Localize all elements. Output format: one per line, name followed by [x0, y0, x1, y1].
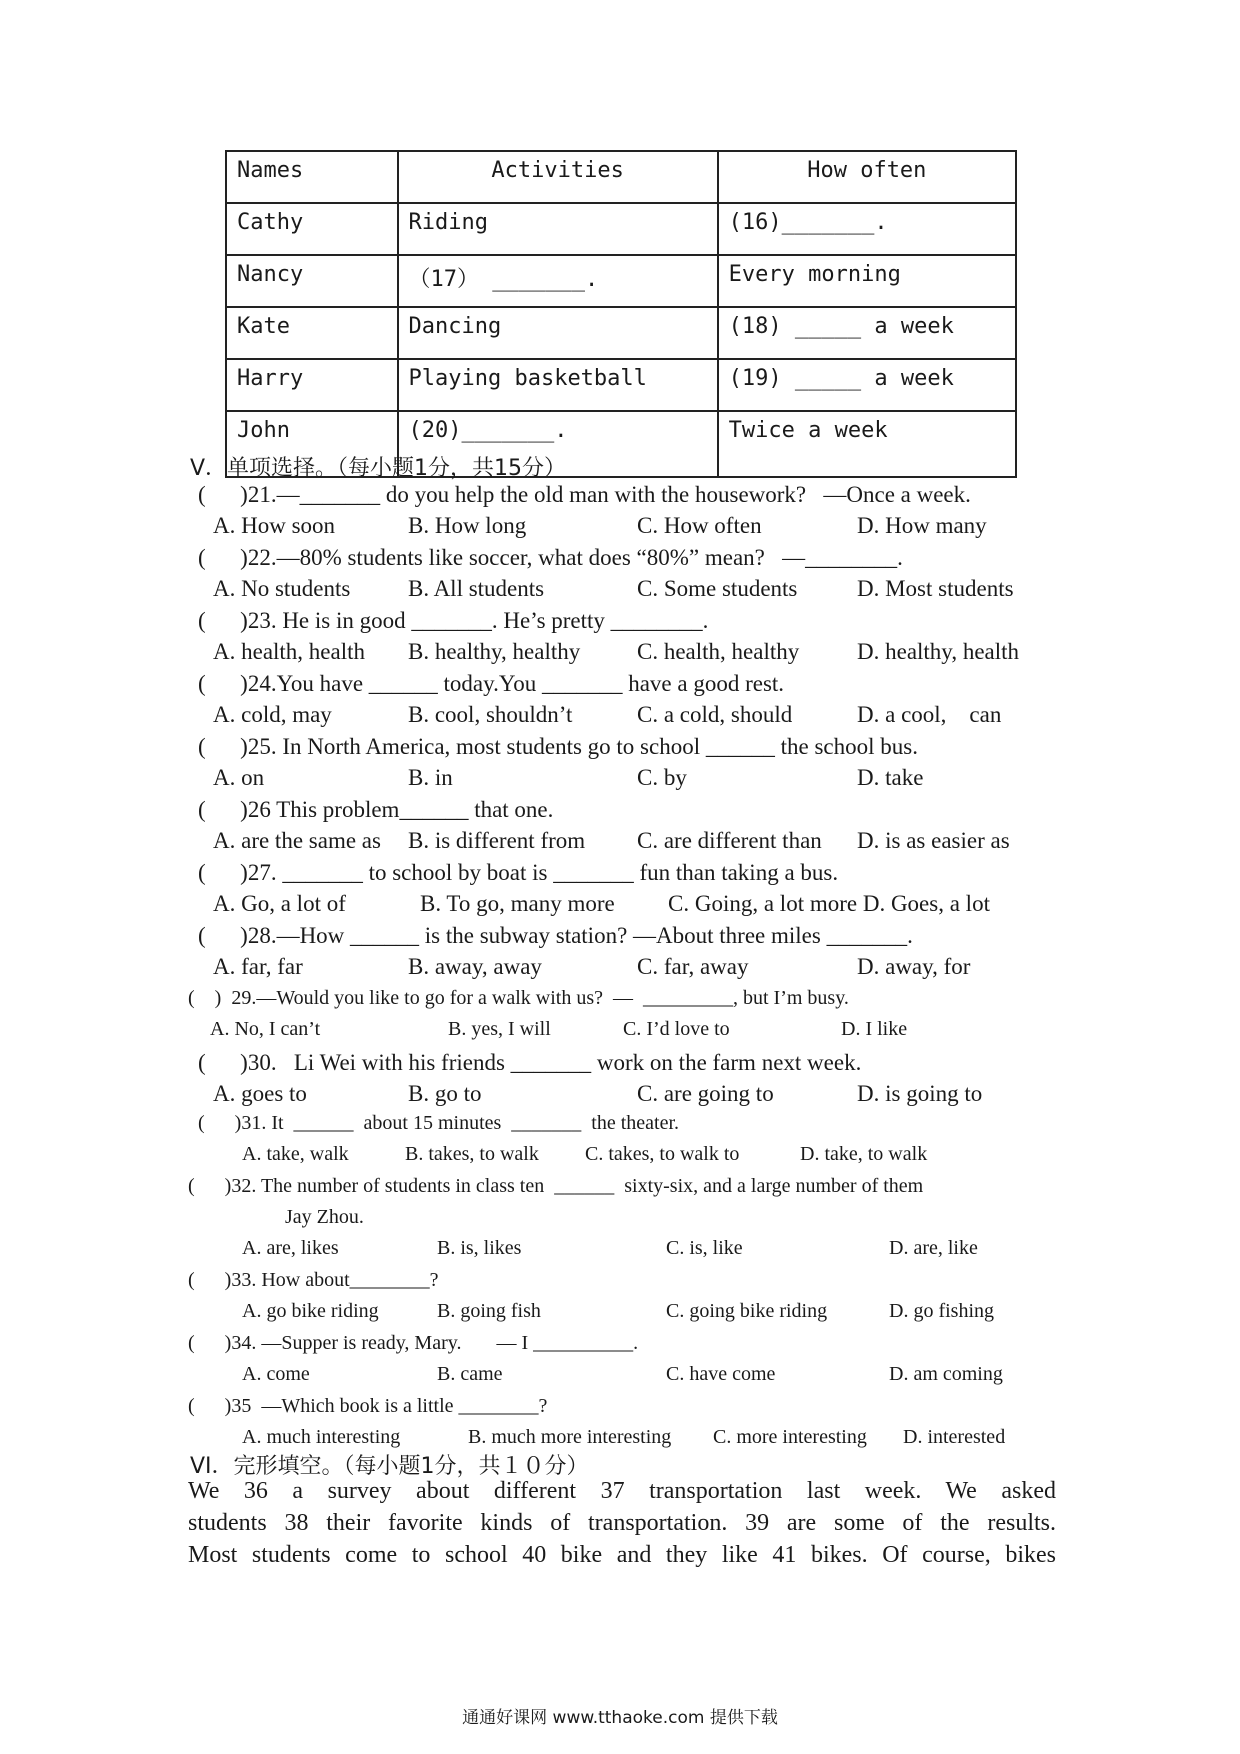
answer-option: B. going fish [437, 1300, 541, 1322]
answer-option: C. a cold, should [637, 702, 793, 727]
table-header: Activities [398, 151, 718, 203]
question-stem-continued: Jay Zhou. [285, 1206, 364, 1228]
answer-option: D. Most students [857, 576, 1014, 601]
question-stem: ( ) 29.—Would you like to go for a walk with us? — _________, but I’m busy. [188, 987, 849, 1009]
answer-option: C. Going, a lot more D. Goes, a lot [668, 891, 990, 916]
answer-option: A. How soon [213, 513, 336, 538]
answer-option: C. by [637, 765, 687, 790]
answer-option: A. are, likes [242, 1237, 339, 1259]
activity-table [225, 150, 1017, 478]
answer-option: C. health, healthy [637, 639, 800, 664]
question-stem: ( )25. In North America, most students go to school ______ the school bus. [198, 734, 918, 759]
table-cell: Playing basketball [398, 359, 718, 411]
answer-option: A. cold, may [213, 702, 332, 727]
question-stem: ( )24.You have ______ today.You _______ have a good rest. [198, 671, 785, 696]
answer-option: A. on [213, 765, 265, 790]
answer-option: A. are the same as [213, 828, 381, 853]
answer-option: A. far, far [213, 954, 303, 979]
question-stem: ( )32. The number of students in class ten ______ sixty-six, and a large number of them [188, 1175, 924, 1197]
table-cell: (20)_______. [398, 411, 718, 477]
footer-source: 通通好课网 www.tthaoke.com 提供下载 [462, 1708, 778, 1728]
table-cell: (16)_______. [718, 203, 1016, 255]
question-stem: ( )28.—How ______ is the subway station? —About three miles _______. [198, 923, 913, 948]
answer-option: B. much more interesting [468, 1426, 672, 1448]
answer-option: C. I’d love to [623, 1018, 730, 1040]
question-stem: ( )34. —Supper is ready, Mary. — I __________. [188, 1332, 639, 1354]
table-cell: Every morning [718, 255, 1016, 307]
question-stem: ( )23. He is in good _______. He’s pretty ________. [198, 608, 709, 633]
answer-option: A. No students [213, 576, 351, 601]
answer-option: D. a cool, can [857, 702, 1002, 727]
answer-option: A. goes to [213, 1081, 307, 1106]
section-vi-title: VI．完形填空。（每小题1分，共１０分） [190, 1454, 589, 1479]
table-cell: Twice a week [718, 411, 1016, 477]
answer-option: C. have come [666, 1363, 776, 1385]
table-cell: （17） _______. [398, 255, 718, 307]
answer-option: C. takes, to walk to [585, 1143, 740, 1165]
question-stem: ( )26 This problem______ that one. [198, 797, 554, 822]
answer-option: A. take, walk [242, 1143, 349, 1165]
answer-option: C. more interesting [713, 1426, 867, 1448]
answer-option: D. is going to [857, 1081, 983, 1106]
table-cell: Cathy [226, 203, 398, 255]
table-row [226, 203, 1016, 255]
answer-option: B. cool, shouldn’t [408, 702, 573, 727]
answer-option: C. far, away [637, 954, 749, 979]
question-stem: ( )27. _______ to school by boat is _______ fun than taking a bus. [198, 860, 839, 885]
answer-option: B. is different from [408, 828, 586, 853]
table-cell: Dancing [398, 307, 718, 359]
cloze-line: Most students come to school 40 bike and they like 41 bikes. Of course, bikes [188, 1542, 1056, 1568]
answer-option: B. in [408, 765, 453, 790]
answer-option: A. come [242, 1363, 310, 1385]
question-stem: ( )30. Li Wei with his friends _______ work on the farm next week. [198, 1050, 862, 1075]
answer-option: B. is, likes [437, 1237, 522, 1259]
answer-option: B. go to [408, 1081, 482, 1106]
table-cell: (19) _____ a week [718, 359, 1016, 411]
table-cell: Riding [398, 203, 718, 255]
answer-option: B. All students [408, 576, 545, 601]
answer-option: C. How often [637, 513, 762, 538]
answer-option: C. Some students [637, 576, 798, 601]
section-v-title: V．单项选择。（每小题1分，共15分） [190, 456, 567, 481]
answer-option: A. No, I can’t [210, 1018, 321, 1040]
answer-option: B. How long [408, 513, 527, 538]
answer-option: B. To go, many more [420, 891, 615, 916]
table-header-row [226, 151, 1016, 203]
table-cell: Harry [226, 359, 398, 411]
answer-option: B. came [437, 1363, 503, 1385]
table-row [226, 255, 1016, 307]
answer-option: B. yes, I will [448, 1018, 551, 1040]
answer-option: D. I like [841, 1018, 908, 1040]
table-row [226, 307, 1016, 359]
table-header: Names [226, 151, 398, 203]
table-cell: Nancy [226, 255, 398, 307]
answer-option: D. away, for [857, 954, 971, 979]
answer-option: C. are different than [637, 828, 822, 853]
answer-option: C. going bike riding [666, 1300, 828, 1322]
answer-option: D. am coming [889, 1363, 1003, 1385]
table-cell: John [226, 411, 398, 477]
table-cell: (18) _____ a week [718, 307, 1016, 359]
answer-option: D. are, like [889, 1237, 978, 1259]
cloze-line: We 36 a survey about different 37 transportation last week. We asked [188, 1478, 1056, 1504]
answer-option: D. take, to walk [800, 1143, 928, 1165]
answer-option: D. go fishing [889, 1300, 994, 1322]
table-row [226, 359, 1016, 411]
answer-option: C. is, like [666, 1237, 743, 1259]
answer-option: D. healthy, health [857, 639, 1020, 664]
cloze-line: students 38 their favorite kinds of transportation. 39 are some of the results. [188, 1510, 1056, 1536]
answer-option: C. are going to [637, 1081, 774, 1106]
question-stem: ( )33. How about________? [188, 1269, 439, 1291]
answer-option: A. much interesting [242, 1426, 401, 1448]
answer-option: D. take [857, 765, 924, 790]
answer-option: B. healthy, healthy [408, 639, 581, 664]
table-header: How often [718, 151, 1016, 203]
question-stem: ( )22.—80% students like soccer, what does “80%” mean? —________. [198, 545, 903, 570]
answer-option: D. interested [903, 1426, 1006, 1448]
question-stem: ( )31. It ______ about 15 minutes _______ the theater. [198, 1112, 680, 1134]
answer-option: D. How many [857, 513, 987, 538]
question-stem: ( )21.—_______ do you help the old man with the housework? —Once a week. [198, 482, 971, 507]
answer-option: D. is as easier as [857, 828, 1010, 853]
question-stem: ( )35 —Which book is a little ________? [188, 1395, 548, 1417]
answer-option: A. health, health [213, 639, 366, 664]
answer-option: A. Go, a lot of [213, 891, 346, 916]
answer-option: A. go bike riding [242, 1300, 379, 1322]
table-cell: Kate [226, 307, 398, 359]
answer-option: B. away, away [408, 954, 542, 979]
answer-option: B. takes, to walk [405, 1143, 539, 1165]
